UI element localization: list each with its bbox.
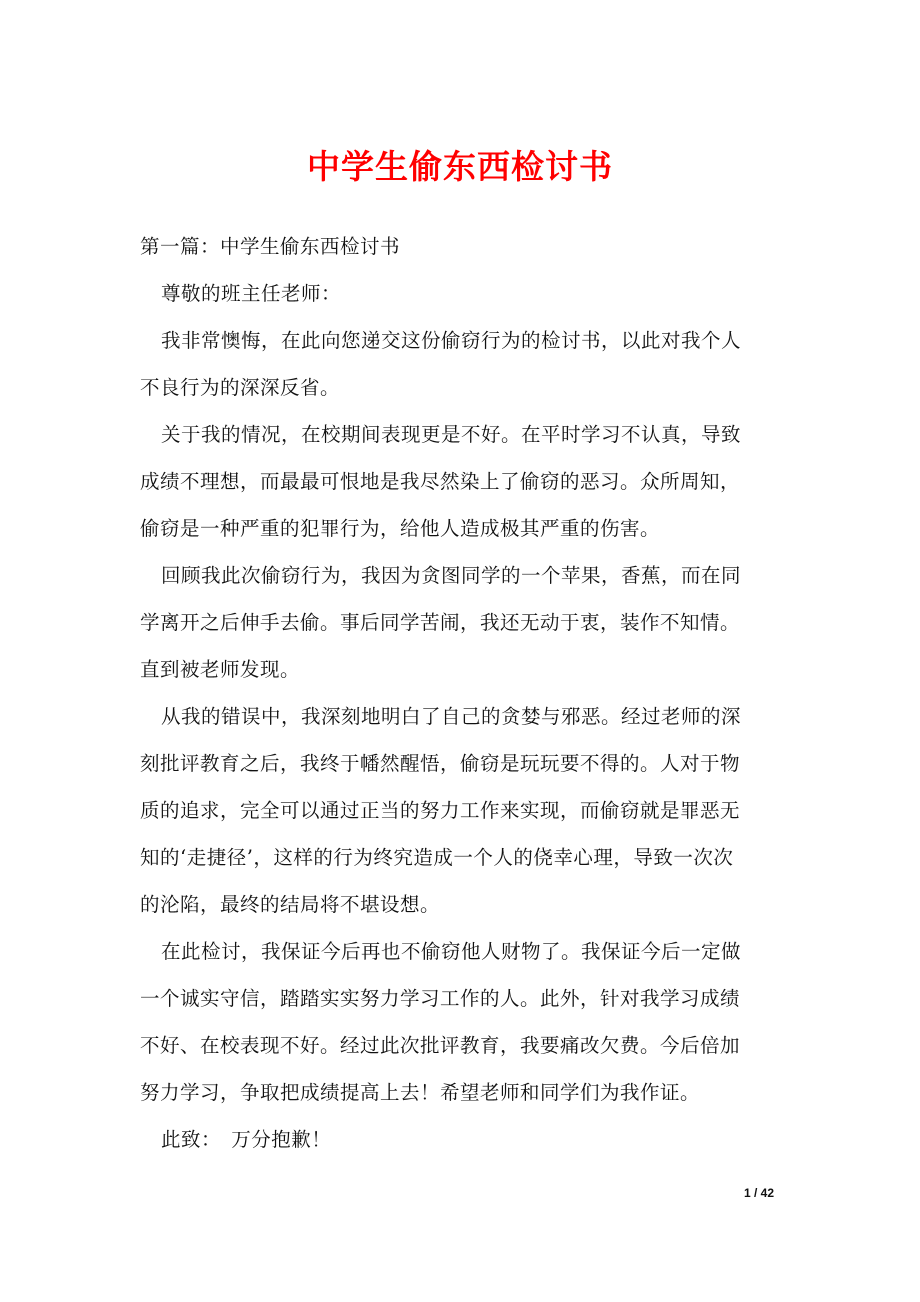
body-line: 一个诚实守信，踏踏实实努力学习工作的人。此外，针对我学习成绩 xyxy=(140,987,741,1010)
body-line: 关于我的情况，在校期间表现更是不好。在平时学习不认真，导致 xyxy=(161,423,742,446)
body-line: 偷窃是一种严重的犯罪行为，给他人造成极其严重的伤害。 xyxy=(140,517,661,540)
body-line: 尊敬的班主任老师： xyxy=(161,282,342,305)
document-body xyxy=(140,227,785,1167)
body-line: 质的追求，完全可以通过正当的努力工作来实现，而偷窃就是罪恶无 xyxy=(140,799,741,822)
page-number: 1 / 42 xyxy=(744,1186,775,1200)
body-line: 成绩不理想，而最最可恨地是我尽然染上了偷窃的恶习。众所周知， xyxy=(140,470,741,493)
body-line: 的沦陷，最终的结局将不堪设想。 xyxy=(140,893,441,916)
body-line: 我非常懊悔，在此向您递交这份偷窃行为的检讨书，以此对我个人 xyxy=(161,329,742,352)
document-title: 中学生偷东西检讨书 xyxy=(307,147,613,186)
body-line: 不好、在校表现不好。经过此次批评教育，我要痛改欠费。今后倍加 xyxy=(140,1034,741,1057)
body-line: 不良行为的深深反省。 xyxy=(140,376,341,399)
body-line: 回顾我此次偷窃行为，我因为贪图同学的一个苹果，香蕉，而在同 xyxy=(161,564,742,587)
body-line: 知的‘走捷径’，这样的行为终究造成一个人的侥幸心理，导致一次次 xyxy=(140,846,734,869)
body-line: 第一篇：中学生偷东西检讨书 xyxy=(140,235,401,258)
body-line: 努力学习，争取把成绩提高上去！希望老师和同学们为我作证。 xyxy=(140,1081,701,1104)
body-line: 此致： 万分抱歉！ xyxy=(161,1128,332,1151)
body-line: 从我的错误中，我深刻地明白了自己的贪婪与邪恶。经过老师的深 xyxy=(161,705,742,728)
body-line: 直到被老师发现。 xyxy=(140,658,301,681)
body-line: 学离开之后伸手去偷。事后同学苦闹，我还无动于衷，装作不知情。 xyxy=(140,611,741,634)
body-line: 刻批评教育之后，我终于幡然醒悟，偷窃是玩玩要不得的。人对于物 xyxy=(140,752,741,775)
body-line: 在此检讨，我保证今后再也不偷窃他人财物了。我保证今后一定做 xyxy=(161,940,742,963)
